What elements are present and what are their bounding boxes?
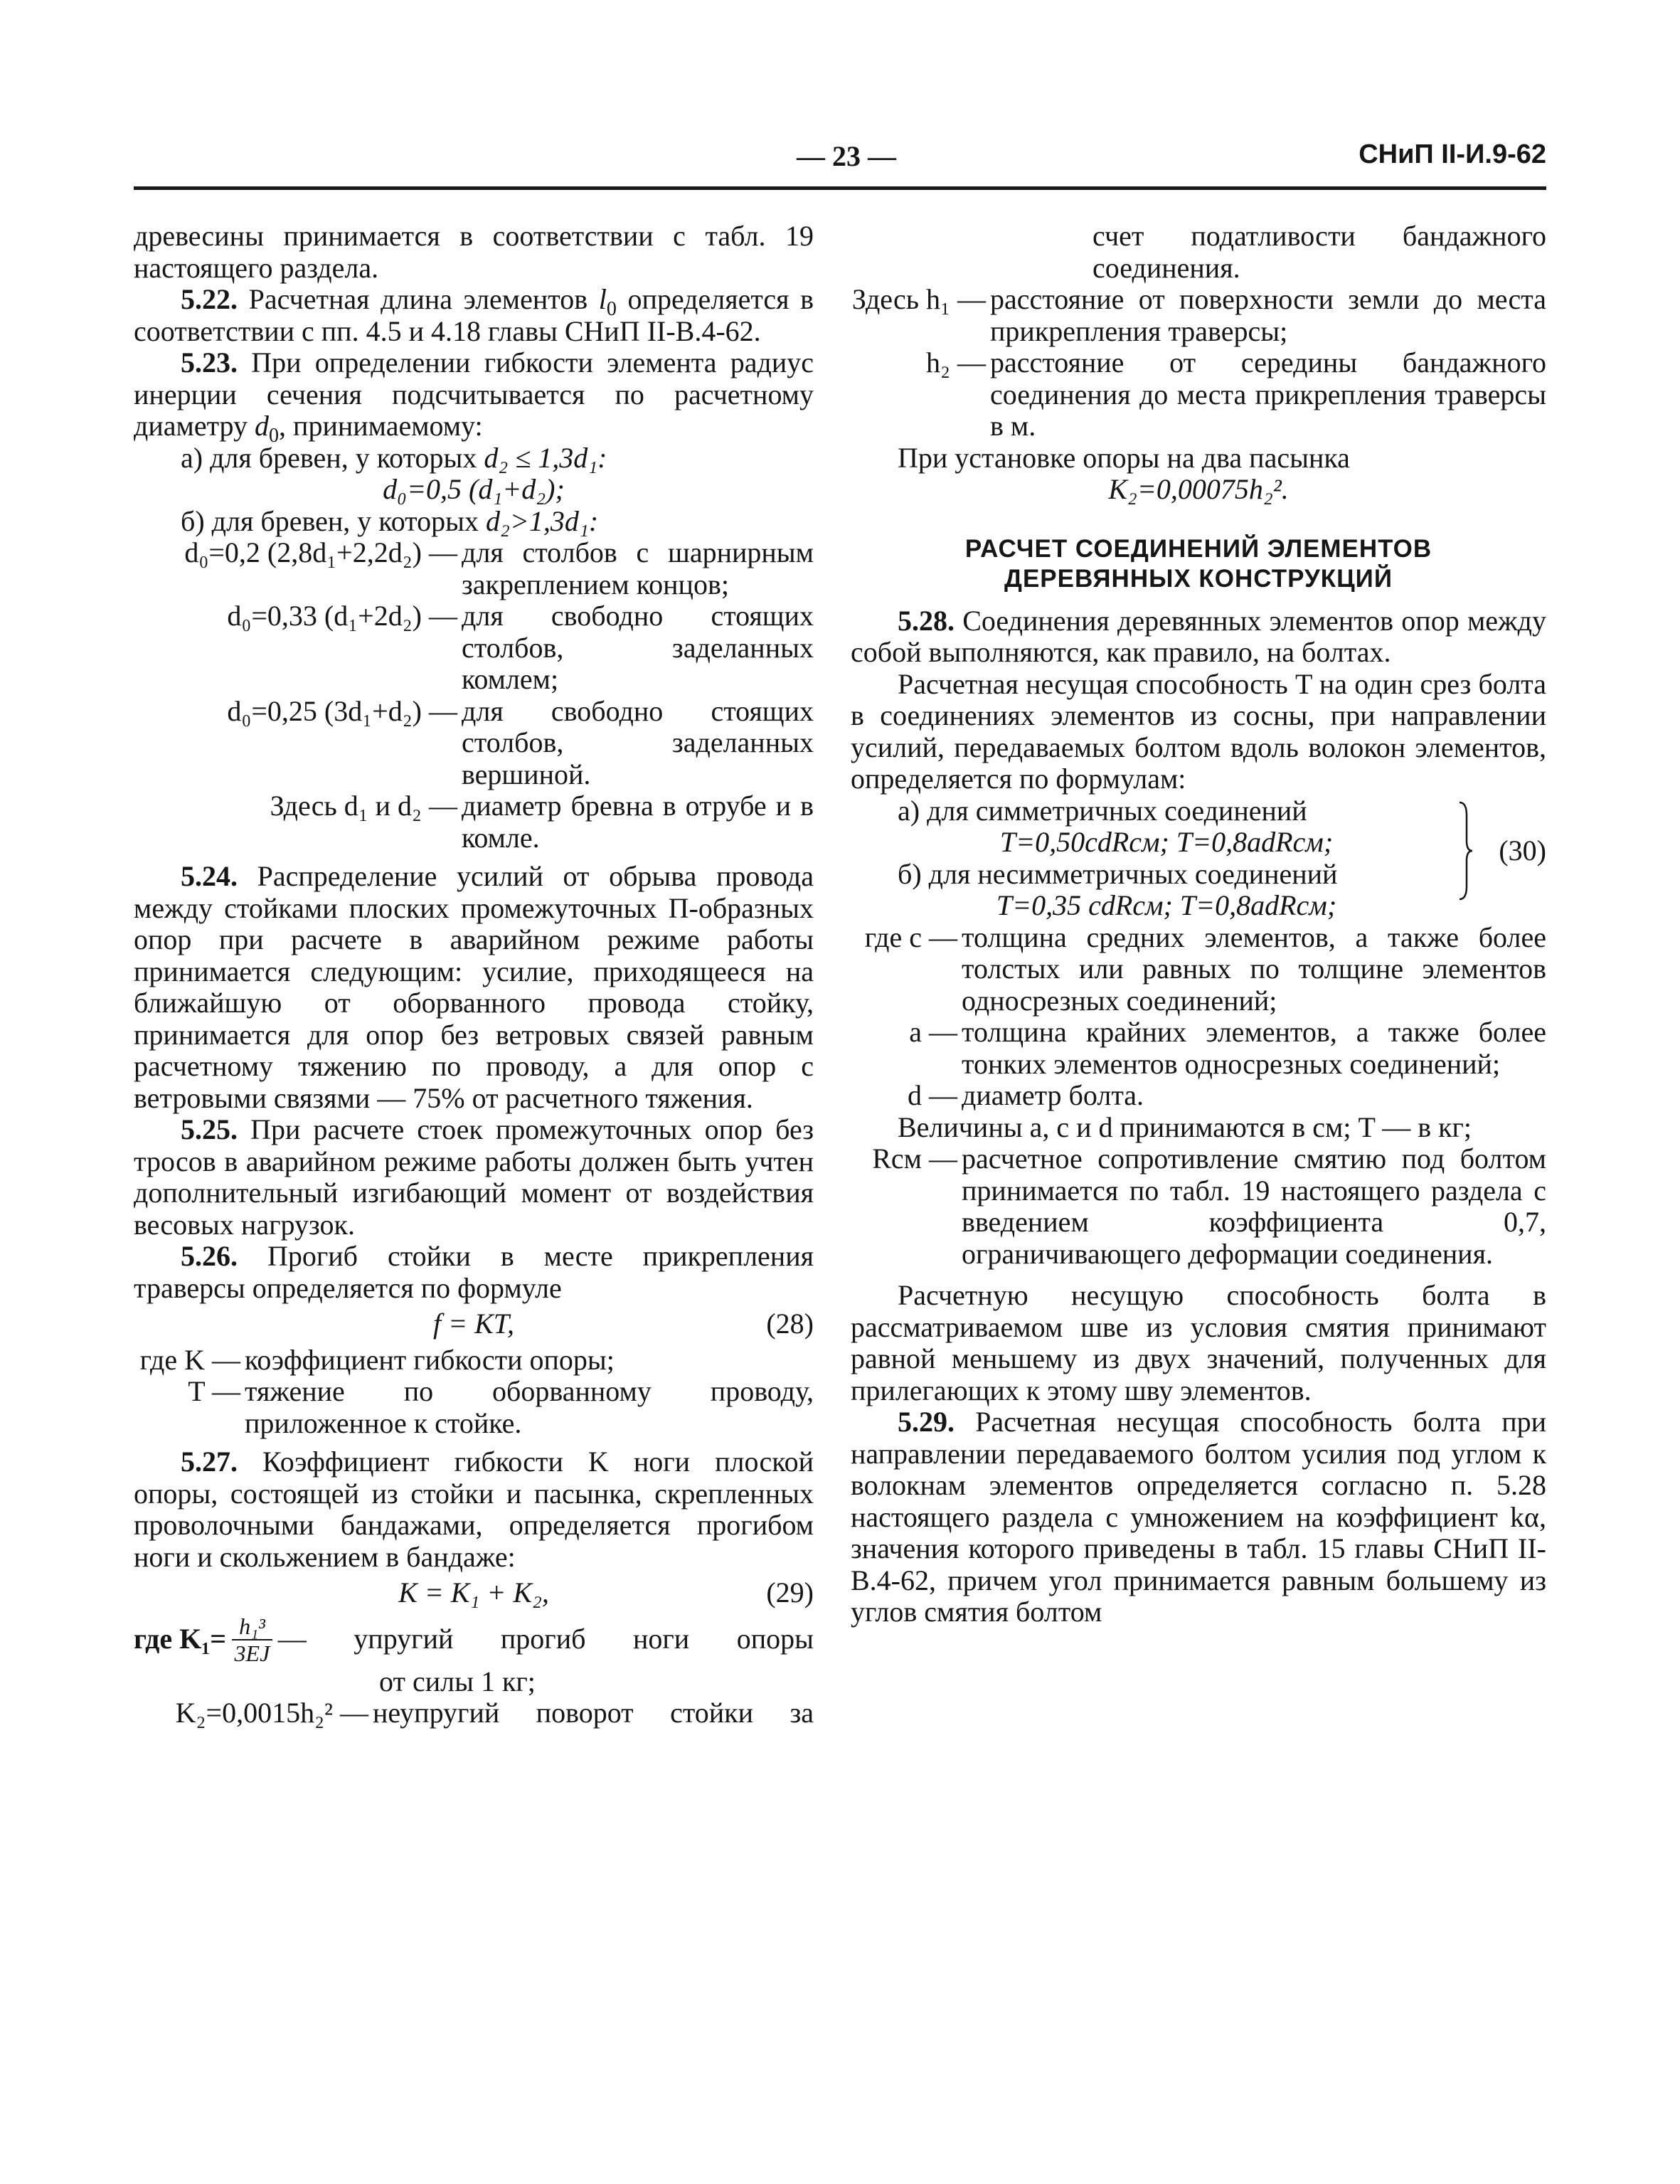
section-number: 5.23. bbox=[181, 346, 238, 378]
paragraph-continuation: древесины принимается в соответствии с табл. 19 настоящего раздела. bbox=[134, 220, 814, 284]
definition-d: d — диаметр болта. bbox=[908, 1079, 1144, 1111]
definition-h1: Здесь h₁ — расстояние от поверхности земли до места прикрепления траверсы; bbox=[851, 283, 1546, 347]
equation-number: (28) bbox=[766, 1308, 814, 1340]
case-b: б) для бревен, у которых d₂>1,3d₁: bbox=[181, 504, 599, 537]
section-5-26: 5.26. Прогиб стойки в месте прикрепления траверсы определяется по формуле bbox=[134, 1240, 814, 1304]
page-number: — 23 — bbox=[797, 140, 896, 172]
section-5-28: 5.28. Соединения деревянных элементов опор между собой выполняются, как правило, на болтах. bbox=[851, 604, 1546, 668]
case-a: а) для бревен, у которых d₂ ≤ 1,3d₁: bbox=[181, 441, 607, 474]
formula-28: f = KT, (28) bbox=[432, 1308, 814, 1340]
section-number: 5.26. bbox=[181, 1240, 238, 1272]
formula-K2: K₂=0,0015h₂² — неупругий поворот стойки за bbox=[175, 1697, 814, 1729]
right-brace-icon bbox=[1458, 801, 1472, 901]
bearing-paragraph: Расчетную несущую способность болта в рассматриваемом шве из условия смятия принимают равной меньшему из двух значений, полученных для прилегающих к этому шву элементов. bbox=[851, 1279, 1546, 1406]
definition-d1-d2: Здесь d₁ и d₂ — диаметр бревна в отрубе и в комле. bbox=[270, 790, 814, 854]
section-5-22: 5.22. Расчетная длина элементов $l_0$ определяется в соответствии с пп. 4.5 и 4.18 главы СНиП II-В.4-62. bbox=[134, 283, 814, 347]
formula-K1: где K₁= $\frac{\text{h₁³}}{3EJ}$ — упругий прогиб ноги опоры bbox=[134, 1613, 814, 1666]
section-heading: РАСЧЕТ СОЕДИНЕНИЙ ЭЛЕМЕНТОВ ДЕРЕВЯННЫХ КОНСТРУКЦИЙ bbox=[964, 534, 1432, 593]
formula-K2-alt: K₂=0,00075h₂². bbox=[1108, 473, 1289, 505]
definition-a: a — толщина крайних элементов, а также более тонких элементов односрезных соединений; bbox=[909, 1016, 1546, 1080]
left-column bbox=[134, 221, 814, 1729]
section-number: 5.22. bbox=[181, 283, 238, 315]
definition-c: где c — толщина средних элементов, а также более толстых или равных по толщине элементов односрезных соединений; bbox=[864, 921, 1546, 1017]
definition-h2: h₂ — расстояние от середины бандажного соединения до места прикрепления траверсы в м. bbox=[926, 346, 1546, 442]
paragraph-continuation: счет податливости бандажного соединения. bbox=[1092, 220, 1546, 284]
section-5-24: 5.24. Распределение усилий от обрыва провода между стойками плоских промежуточных П-образных опор при расчете в аварийном режиме работы принимается следующим: усилие, приходящееся на ближайшую от оборванного провода стойку, принимается для опор без ветровых связей равным расчетному тяжению по проводу, а для опор с ветровыми связями — 75% от расчетного тяжения. bbox=[134, 860, 814, 1114]
header-rule bbox=[134, 186, 1546, 190]
section-5-23: 5.23. При определении гибкости элемента радиус инерции сечения подсчитывается по расчетному диаметру $d_0$, принимаемому: bbox=[134, 346, 814, 447]
formula-K1-cont: от силы 1 кг; bbox=[379, 1665, 536, 1697]
section-number: 5.29. bbox=[898, 1406, 955, 1438]
equation-number: (29) bbox=[766, 1576, 814, 1608]
section-number: 5.27. bbox=[181, 1446, 238, 1478]
definition-T: T — тяжение по оборванному проводу, приложенное к стойке. bbox=[188, 1375, 814, 1439]
formula-d0-a: d₀=0,5 (d₁+d₂); bbox=[383, 473, 565, 505]
section-number: 5.24. bbox=[181, 860, 238, 892]
standard-code: СНиП II-И.9-62 bbox=[1359, 139, 1546, 169]
formula-d0-hinged: d₀=0,2 (2,8d₁+2,2d₂) — для столбов с шарнирным закреплением концов; bbox=[184, 536, 814, 600]
section-number: 5.25. bbox=[181, 1113, 238, 1145]
definition-K: где K — коэффициент гибкости опоры; bbox=[139, 1343, 615, 1376]
bolt-capacity-paragraph: Расчетная несущая способность T на один срез болта в соединениях элементов из сосны, при направлении усилий, передаваемых болтом вдоль волокон элементов, определяется по формулам: bbox=[851, 667, 1546, 795]
formula-29: K = K₁ + K₂, (29) bbox=[398, 1576, 814, 1608]
definition-Rcm: Rсм — расчетное сопротивление смятию под болтом принимается по табл. 19 настоящего раздела с введением коэффициента 0,7, ограничивающего деформации соединения. bbox=[872, 1143, 1546, 1270]
section-5-25: 5.25. При расчете стоек промежуточных опор без тросов в аварийном режиме работы должен быть учтен дополнительный изгибающий момент от воздействия весовых нагрузок. bbox=[134, 1113, 814, 1241]
equation-number: (30) bbox=[1499, 834, 1546, 866]
formula-30: а) для симметричных соединений T=0,50cdRсм; T=0,8adRсм; б) для несимметричных соединений T=0,35 cdRсм; T=0,8adRсм; (30) bbox=[898, 794, 1546, 921]
formula-d0-butt: d₀=0,33 (d₁+2d₂) — для свободно стоящих столбов, заделанных комлем; bbox=[227, 600, 814, 695]
fraction: $\frac{\text{h₁³}}{3EJ}$ bbox=[232, 1613, 272, 1666]
two-stubs-text: При установке опоры на два пасынка bbox=[898, 441, 1350, 474]
section-number: 5.28. bbox=[898, 604, 955, 637]
section-5-29: 5.29. Расчетная несущая способность болта при направлении передаваемого болтом усилия под углом к волокнам элементов определяется согласно п. 5.28 настоящего раздела с умножением на коэффициент kα, значения которого приведены в табл. 15 главы СНиП II-В.4-62, причем угол принимается равным большему из углов смятия болтом bbox=[851, 1406, 1547, 1628]
formula-d0-top: d₀=0,25 (3d₁+d₂) — для свободно стоящих столбов, заделанных вершиной. bbox=[227, 694, 814, 790]
section-5-27: 5.27. Коэффициент гибкости K ноги плоской опоры, состоящей из стойки и пасынка, скрепленных проволочными бандажами, определяется прогибом ноги и скольжением в бандаже: bbox=[134, 1446, 814, 1573]
units-note: Величины a, c и d принимаются в см; T — в кг; bbox=[898, 1110, 1472, 1143]
right-column bbox=[851, 221, 1546, 1628]
